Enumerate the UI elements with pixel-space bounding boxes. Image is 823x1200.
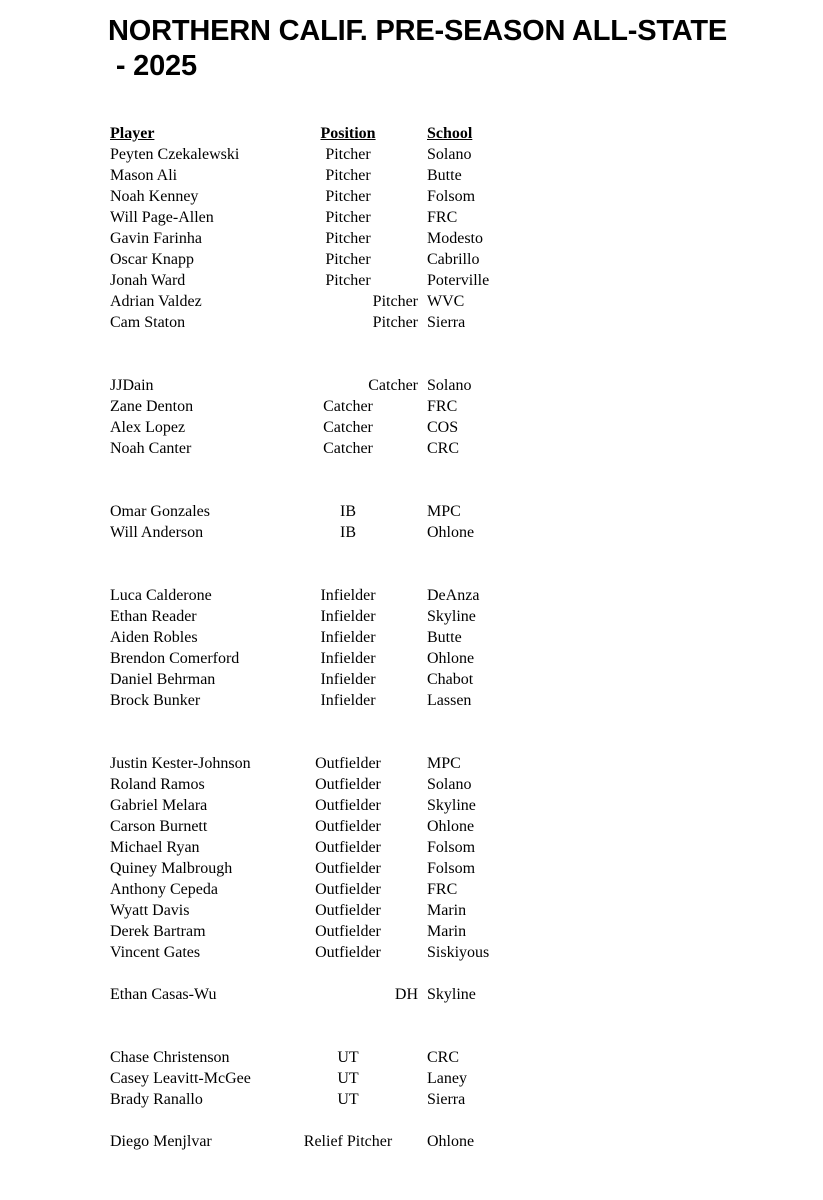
player-position: DH: [394, 986, 418, 1003]
player-school: Siskiyous: [427, 944, 490, 961]
player-school: Lassen: [427, 692, 472, 709]
player-name: Roland Ramos: [110, 776, 205, 793]
player-name: Chase Christenson: [110, 1049, 230, 1066]
player-school: DeAnza: [427, 587, 480, 604]
player-school: Sierra: [427, 314, 466, 331]
table-row: [0, 312, 823, 333]
table-row: [0, 1047, 823, 1068]
table-row: [0, 774, 823, 795]
player-position: Pitcher: [372, 293, 418, 310]
player-name: Gabriel Melara: [110, 797, 208, 814]
player-position: Pitcher: [325, 209, 371, 226]
table-row: [0, 984, 823, 1005]
player-name: Brendon Comerford: [110, 650, 240, 667]
player-school: Folsom: [427, 839, 476, 856]
player-position: Relief Pitcher: [303, 1133, 393, 1150]
player-school: Butte: [427, 167, 462, 184]
table-row: [0, 165, 823, 186]
player-name: Adrian Valdez: [110, 293, 202, 310]
title-line-1: NORTHERN CALIF. PRE-SEASON ALL-STATE: [108, 15, 727, 47]
table-row: [0, 501, 823, 522]
player-school: FRC: [427, 209, 458, 226]
player-name: Anthony Cepeda: [110, 881, 218, 898]
player-school: COS: [427, 419, 459, 436]
player-name: Noah Kenney: [110, 188, 199, 205]
player-position: Outfielder: [315, 776, 381, 793]
player-name: Daniel Behrman: [110, 671, 216, 688]
player-name: Vincent Gates: [110, 944, 201, 961]
table-row: [0, 606, 823, 627]
player-school: Ohlone: [427, 818, 475, 835]
player-name: Quiney Malbrough: [110, 860, 233, 877]
player-position: UT: [337, 1091, 359, 1108]
player-position: UT: [337, 1070, 359, 1087]
player-school: FRC: [427, 881, 458, 898]
player-position: Infielder: [320, 671, 376, 688]
table-row: [0, 753, 823, 774]
player-school: Skyline: [427, 608, 476, 625]
group-spacer: [0, 963, 823, 984]
player-name: Justin Kester-Johnson: [110, 755, 251, 772]
player-position: Outfielder: [315, 944, 381, 961]
player-school: Laney: [427, 1070, 467, 1087]
table-row: [0, 417, 823, 438]
player-name: Jonah Ward: [110, 272, 186, 289]
player-position: Infielder: [320, 629, 376, 646]
table-row: [0, 186, 823, 207]
table-row: [0, 816, 823, 837]
table-row: [0, 1089, 823, 1110]
player-name: JJDain: [110, 377, 154, 394]
roster-rows: [0, 144, 823, 1152]
player-school: Folsom: [427, 188, 476, 205]
player-position: IB: [340, 524, 356, 541]
player-position: Infielder: [320, 650, 376, 667]
header-position: Position: [320, 125, 376, 142]
player-position: Pitcher: [325, 230, 371, 247]
player-position: Outfielder: [315, 797, 381, 814]
table-row: [0, 1068, 823, 1089]
table-row: [0, 396, 823, 417]
table-row: [0, 795, 823, 816]
document-title: [108, 14, 808, 84]
player-name: Will Page-Allen: [110, 209, 214, 226]
player-school: Ohlone: [427, 1133, 475, 1150]
table-row: [0, 900, 823, 921]
group-spacer: [0, 1005, 823, 1047]
player-school: Sierra: [427, 1091, 466, 1108]
table-row: [0, 207, 823, 228]
player-position: Outfielder: [315, 860, 381, 877]
table-row: [0, 375, 823, 396]
player-name: Brady Ranallo: [110, 1091, 203, 1108]
group-spacer: [0, 333, 823, 375]
player-school: Ohlone: [427, 650, 475, 667]
player-name: Will Anderson: [110, 524, 204, 541]
player-position: Infielder: [320, 692, 376, 709]
player-position: IB: [340, 503, 356, 520]
table-row: [0, 438, 823, 459]
player-name: Aiden Robles: [110, 629, 198, 646]
player-position: Catcher: [323, 419, 373, 436]
table-row: [0, 627, 823, 648]
player-name: Ethan Reader: [110, 608, 197, 625]
player-position: Outfielder: [315, 923, 381, 940]
title-line-2: - 2025: [108, 50, 197, 82]
player-school: Marin: [427, 923, 467, 940]
player-school: Poterville: [427, 272, 490, 289]
player-position: Outfielder: [315, 839, 381, 856]
player-position: Pitcher: [372, 314, 418, 331]
player-school: WVC: [427, 293, 465, 310]
table-row: [0, 879, 823, 900]
player-name: Zane Denton: [110, 398, 194, 415]
player-name: Ethan Casas-Wu: [110, 986, 217, 1003]
player-position: Pitcher: [325, 188, 371, 205]
player-school: Cabrillo: [427, 251, 480, 268]
player-name: Derek Bartram: [110, 923, 206, 940]
player-position: Outfielder: [315, 818, 381, 835]
table-row: [0, 291, 823, 312]
player-school: FRC: [427, 398, 458, 415]
group-spacer: [0, 1110, 823, 1131]
player-name: Gavin Farinha: [110, 230, 202, 247]
table-row: [0, 585, 823, 606]
player-name: Cam Staton: [110, 314, 186, 331]
table-row: [0, 228, 823, 249]
table-row: [0, 1131, 823, 1152]
roster-table: [0, 123, 823, 1152]
player-position: Infielder: [320, 608, 376, 625]
table-row: [0, 270, 823, 291]
table-row: [0, 669, 823, 690]
table-row: [0, 522, 823, 543]
player-school: Chabot: [427, 671, 474, 688]
header-school: School: [427, 125, 473, 142]
table-row: [0, 249, 823, 270]
player-position: Catcher: [323, 440, 373, 457]
player-school: Solano: [427, 776, 472, 793]
player-name: Mason Ali: [110, 167, 178, 184]
player-school: Skyline: [427, 797, 476, 814]
table-row: [0, 144, 823, 165]
player-name: Carson Burnett: [110, 818, 208, 835]
table-row: [0, 921, 823, 942]
player-school: Butte: [427, 629, 462, 646]
player-school: Modesto: [427, 230, 483, 247]
player-position: Catcher: [368, 377, 418, 394]
player-school: Skyline: [427, 986, 476, 1003]
player-name: Wyatt Davis: [110, 902, 190, 919]
player-position: Infielder: [320, 587, 376, 604]
player-school: Marin: [427, 902, 467, 919]
player-name: Luca Calderone: [110, 587, 212, 604]
player-name: Omar Gonzales: [110, 503, 210, 520]
player-name: Oscar Knapp: [110, 251, 194, 268]
player-position: Outfielder: [315, 881, 381, 898]
player-position: Catcher: [323, 398, 373, 415]
player-position: Pitcher: [325, 146, 371, 163]
player-name: Brock Bunker: [110, 692, 201, 709]
player-name: Alex Lopez: [110, 419, 186, 436]
player-name: Diego Menjlvar: [110, 1133, 212, 1150]
player-school: Solano: [427, 146, 472, 163]
player-school: MPC: [427, 503, 461, 520]
player-position: Outfielder: [315, 902, 381, 919]
header-player: Player: [110, 125, 155, 142]
player-school: Solano: [427, 377, 472, 394]
player-name: Casey Leavitt-McGee: [110, 1070, 251, 1087]
player-name: Noah Canter: [110, 440, 192, 457]
player-position: Pitcher: [325, 167, 371, 184]
table-header: [0, 123, 823, 144]
table-row: [0, 858, 823, 879]
player-school: CRC: [427, 440, 460, 457]
player-position: UT: [337, 1049, 359, 1066]
player-name: Peyten Czekalewski: [110, 146, 240, 163]
table-row: [0, 690, 823, 711]
player-name: Michael Ryan: [110, 839, 200, 856]
player-position: Pitcher: [325, 272, 371, 289]
player-school: Folsom: [427, 860, 476, 877]
table-row: [0, 648, 823, 669]
player-school: MPC: [427, 755, 461, 772]
table-row: [0, 837, 823, 858]
group-spacer: [0, 711, 823, 753]
table-row: [0, 942, 823, 963]
player-position: Outfielder: [315, 755, 381, 772]
player-position: Pitcher: [325, 251, 371, 268]
group-spacer: [0, 543, 823, 585]
group-spacer: [0, 459, 823, 501]
player-school: CRC: [427, 1049, 460, 1066]
player-school: Ohlone: [427, 524, 475, 541]
